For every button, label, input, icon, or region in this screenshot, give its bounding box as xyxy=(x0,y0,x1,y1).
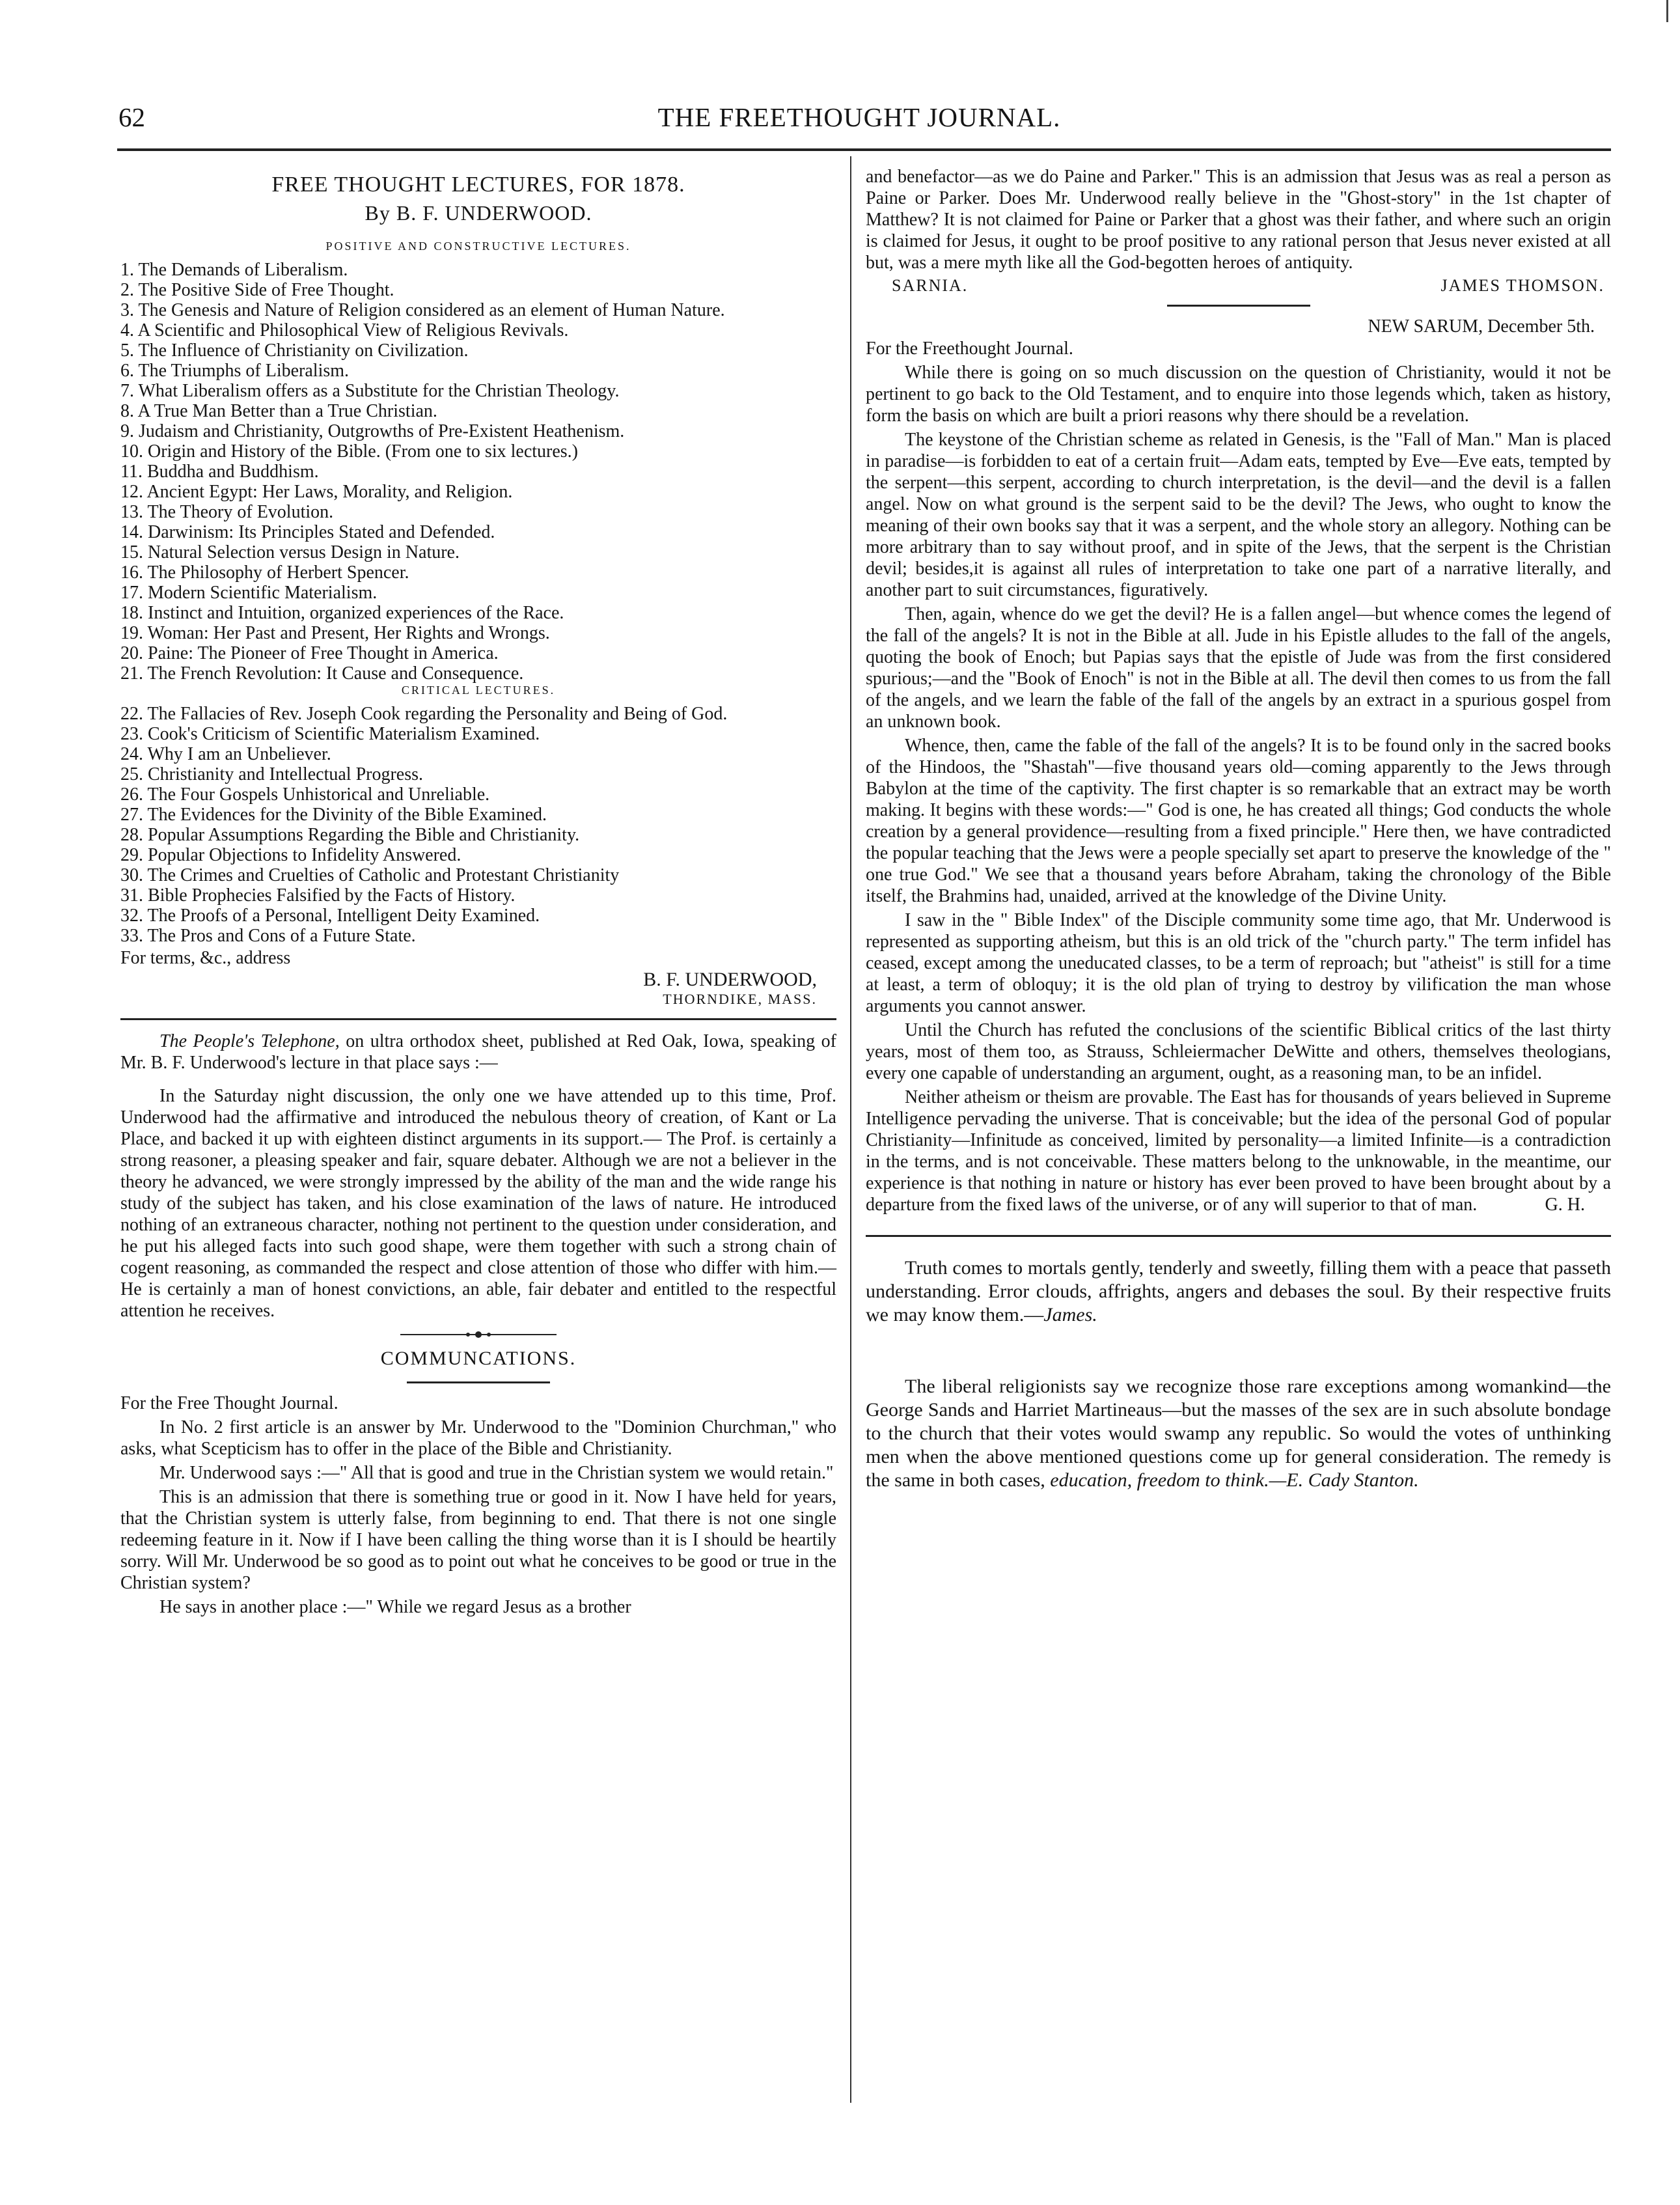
list-item: 18. Instinct and Intuition, organized experiences of the Race. xyxy=(120,603,564,623)
paragraph: Mr. Underwood says :—" All that is good and true in the Christian system we would retain." xyxy=(159,1463,834,1483)
paragraph: I saw in the " Bible Index" of the Disciple community some time ago, that Mr. Underwood is represented as supporting atheism, but this is an old trick of the "church party." The term infidel has ceased, except among the uneducated classes, to be a term of reproach; but "atheist" is still for a time at least, a term of obloquy; it is the old plan of trying to destroy by vilification the man whose arguments you cannot answer. xyxy=(866,910,1611,1016)
list-item: 25. Christianity and Intellectual Progress. xyxy=(120,764,424,784)
positive-lectures-list xyxy=(120,260,836,684)
list-item: 31. Bible Prophecies Falsified by the Facts of History. xyxy=(120,885,516,906)
list-item: 4. A Scientific and Philosophical View of Religious Revivals. xyxy=(120,320,569,340)
list-item: 8. A True Man Better than a True Christian. xyxy=(120,401,437,421)
signature-name: JAMES THOMSON. xyxy=(1440,276,1604,295)
paragraph: He says in another place :—" While we regard Jesus as a brother xyxy=(159,1597,631,1617)
page-number: 62 xyxy=(118,102,145,132)
signature-initials: G. H. xyxy=(1545,1195,1585,1215)
list-item: 28. Popular Assumptions Regarding the Bible and Christianity. xyxy=(120,825,580,845)
lectures-byline: By B. F. UNDERWOOD. xyxy=(365,201,592,225)
right-column xyxy=(866,166,1611,1512)
short-rule xyxy=(1167,305,1310,307)
for-line: For the Freethought Journal. xyxy=(866,339,1073,359)
paragraph: Then, again, whence do we get the devil? He is a fallen angel—but whence comes the legend of the fall of the angels? It is not in the Bible at all. Jude in his Epistle alludes to the fall of the angels, quoting the book of Enoch; but Papias says that the epistle of Jude was from the first considered spurious;—and the "Book of Enoch" is not in the Bible at all. The devil then comes to us from the fall of the angels, and we learn the fable of the fall of the angels by an extract in a spurious gospel from an unknown book. xyxy=(866,604,1611,732)
signature-place: SARNIA. xyxy=(892,276,969,295)
paragraph: and benefactor—as we do Paine and Parker." This is an admission that Jesus was as real a person as Paine or Parker. Does Mr. Underwood really believe in the "Ghost-story" in the 1st chapter of Matthew? It is not claimed for Paine or Parker that a ghost was their father, and where such an origin is claimed for Jesus, it ought to be proof positive to any rational person that Jesus never existed at all but, was a mere myth like all the God-begotten heroes of antiquity. xyxy=(866,167,1611,273)
dateline: NEW SARUM, December 5th. xyxy=(1368,316,1595,337)
list-item: 3. The Genesis and Nature of Religion considered as an element of Human Nature. xyxy=(120,300,725,320)
quote-text: Truth comes to mortals gently, tenderly and sweetly, filling them with a peace that passeth understanding. Error clouds, affrights, angers and debases the soul. By their respective fruits we may know them.— xyxy=(866,1257,1611,1325)
margin-mark xyxy=(1666,0,1673,22)
list-item: 15. Natural Selection versus Design in Nature. xyxy=(120,542,460,562)
quote-paragraph xyxy=(866,1256,1611,1327)
list-item: 30. The Crimes and Cruelties of Catholic and Protestant Christianity xyxy=(120,865,620,885)
ornament-rule xyxy=(400,1329,557,1340)
positive-lectures-heading: POSITIVE AND CONSTRUCTIVE LECTURES. xyxy=(325,240,631,253)
list-item: 20. Paine: The Pioneer of Free Thought in America. xyxy=(120,643,499,663)
list-item: 16. The Philosophy of Herbert Spencer. xyxy=(120,562,409,583)
signature-place: THORNDIKE, MASS. xyxy=(663,991,817,1007)
paragraph: Until the Church has refuted the conclusions of the scientific Biblical critics of the last thirty years, most of them too, as Strauss, Schleiermacher DeWitte and others, themselves theologians, every one capable of understanding an argument, ought, as a reasoning man, to be an infidel. xyxy=(866,1020,1611,1083)
list-item: 32. The Proofs of a Personal, Intelligent Deity Examined. xyxy=(120,906,540,926)
list-item: 5. The Influence of Christianity on Civilization. xyxy=(120,340,469,361)
list-item: 1. The Demands of Liberalism. xyxy=(120,260,348,280)
paragraph-text: Neither atheism or theism are provable. The East has for thousands of years believed in Supreme Intelligence pervading the universe. That is conceivable; but the idea of the personal God of popular Christianity—Infinitude as conceived, limited by personality—a limited Infinite—is a contradiction in the terms, and is not conceivable. These matters belong to the unknowable, in the meantime, our experience is that nothing in nature or history has ever been proved to have been brought about by a departure from the fixed laws of the universe, or of any will superior to that of man. xyxy=(866,1087,1611,1215)
paragraph xyxy=(866,1087,1611,1215)
telephone-body: In the Saturday night discussion, the only one we have attended up to this time, Prof. Underwood had the affirmative and introduced the nebulous theory of creation, of Kant or La Place, and backed it up with eighteen distinct arguments in its support.— The Prof. is certainly a strong reasoner, a pleasing speaker and fair, square debater. Although we are not a believer in the theory he advanced, we were strongly impressed by the ability of the man and the wide range his study of the subject has taken, and his close examination of the laws of nature. He introduced nothing of an extraneous character, nothing not pertinent to the question under consideration, and he put his alleged facts into such good shape, were them together with such a strong chain of cogent reasoning, as commanded the respect and close attention of those who differ with him.—He is certainly a man of honest convictions, an able, fair debater and entitled to the respectful attention he receives. xyxy=(120,1086,836,1321)
critical-lectures-heading: CRITICAL LECTURES. xyxy=(401,684,556,697)
paragraph: In No. 2 first article is an answer by Mr. Underwood to the "Dominion Churchman," who asks, what Scepticism has to offer in the place of the Bible and Christianity. xyxy=(120,1417,836,1459)
critical-lectures-list xyxy=(120,704,836,946)
list-item: 29. Popular Objections to Infidelity Answered. xyxy=(120,845,461,865)
paragraph: Whence, then, came the fable of the fall of the angels? It is to be found only in the sacred books of the Hindoos, the "Shastah"—five thousand years old—coming apparently to the Jews through Babylon at the time of the captivity. The first chapter is so remarkable that an extract may be worth making. It begins with these words:—" God is one, he has created all things; God conducts the whole creation by a general providence—resulting from a fixed principle." Here then, we have contradicted the popular teaching that the Jews were a people specially set apart to preserve the knowledge of the " one true God." We see that a thousand years before Abraham, taking the chronology of the Bible itself, the Brahmins had, unaided, arrived at the knowledge of the Divine Unity. xyxy=(866,736,1611,906)
list-item: 13. The Theory of Evolution. xyxy=(120,502,334,522)
for-line: For the Free Thought Journal. xyxy=(120,1393,338,1413)
left-column xyxy=(120,166,836,1620)
quote-paragraph xyxy=(866,1375,1611,1492)
short-rule xyxy=(407,1381,550,1383)
list-item: 19. Woman: Her Past and Present, Her Rights and Wrongs. xyxy=(120,623,550,643)
paragraph: While there is going on so much discussion on the question of Christianity, would it not be pertinent to go back to the Old Testament, and to enquire into those legends which, taken as history, form the basis on which are built a priori reasons why there should be a revelation. xyxy=(866,363,1611,426)
header-rule xyxy=(117,148,1611,151)
list-item: 7. What Liberalism offers as a Substitute for the Christian Theology. xyxy=(120,381,620,401)
list-item: 11. Buddha and Buddhism. xyxy=(120,462,319,482)
list-item: 2. The Positive Side of Free Thought. xyxy=(120,280,394,300)
paragraph: The keystone of the Christian scheme as related in Genesis, is the "Fall of Man." Man is placed in paradise—is forbidden to eat of a certain fruit—Adam eats, tempted by Eve—Eve eats, tempted by the serpent—this serpent, according to church interpretation, is the devil—and the devil is a fallen angel. Now on what ground is the serpent said to be the devil? The Jews, who ought to know the meaning of their own books say that it was a serpent, and the whole story an allegory. Nothing can be more arbitrary than to say without proof, and in spite of the Jews, that the serpent is the Christian devil; besides,it is against all rules of interpretation to take one part of a narrative literally, and another part to suit circumstances, figuratively. xyxy=(866,430,1611,600)
paragraph: This is an admission that there is something true or good in it. Now I have held for years, that the Christian system is utterly false, from beginning to end. That there is not one single redeeming feature in it. Now if I have been calling the thing worse than it is I should be heartily sorry. Will Mr. Underwood be so good as to point out what he conceives to be good or true in the Christian system? xyxy=(120,1487,836,1593)
telephone-intro xyxy=(120,1031,836,1074)
section-rule xyxy=(866,1235,1611,1237)
section-rule xyxy=(120,1018,836,1020)
list-item: 10. Origin and History of the Bible. (From one to six lectures.) xyxy=(120,441,578,462)
quote-text: The liberal religionists say we recognize those rare exceptions among womankind—the George Sands and Harriet Martineaus—but the masses of the sex are in such absolute bondage to the church that their votes would swamp any republic. So would the votes of unthinking men when the above mentioned questions come up for general consideration. The remedy is the same in both cases, xyxy=(866,1376,1611,1491)
list-item: 22. The Fallacies of Rev. Joseph Cook regarding the Personality and Being of God. xyxy=(120,704,728,724)
list-item: 23. Cook's Criticism of Scientific Materialism Examined. xyxy=(120,724,540,744)
signature-line xyxy=(866,276,1611,296)
list-item: 24. Why I am an Unbeliever. xyxy=(120,744,331,764)
list-item: 17. Modern Scientific Materialism. xyxy=(120,583,378,603)
list-item: 9. Judaism and Christianity, Outgrowths of Pre-Existent Heathenism. xyxy=(120,421,625,441)
page-header xyxy=(111,98,1608,143)
quote-author: education, freedom to think.—E. Cady Stanton. xyxy=(1050,1469,1419,1491)
list-item: 12. Ancient Egypt: Her Laws, Morality, and Religion. xyxy=(120,482,513,502)
journal-title: THE FREETHOUGHT JOURNAL. xyxy=(657,102,1061,132)
terms-line: For terms, &c., address xyxy=(120,948,291,968)
list-item: 33. The Pros and Cons of a Future State. xyxy=(120,926,416,946)
telephone-intro-text: on ultra orthodox sheet, published at Red Oak, Iowa, speaking of Mr. B. F. Underwood's lecture in that place says :— xyxy=(120,1031,836,1073)
list-item: 27. The Evidences for the Divinity of the Bible Examined. xyxy=(120,805,547,825)
telephone-source: The People's Telephone, xyxy=(159,1031,340,1051)
signature-name: B. F. UNDERWOOD, xyxy=(643,969,817,990)
communications-heading: COMMUNCATIONS. xyxy=(380,1348,577,1369)
list-item: 14. Darwinism: Its Principles Stated and Defended. xyxy=(120,522,495,542)
quote-author: James. xyxy=(1043,1304,1097,1325)
list-item: 26. The Four Gospels Unhistorical and Unreliable. xyxy=(120,784,490,805)
lectures-title: FREE THOUGHT LECTURES, FOR 1878. xyxy=(271,173,685,197)
column-divider xyxy=(850,156,851,2103)
list-item: 6. The Triumphs of Liberalism. xyxy=(120,361,350,381)
list-item: 21. The French Revolution: It Cause and Consequence. xyxy=(120,663,524,684)
